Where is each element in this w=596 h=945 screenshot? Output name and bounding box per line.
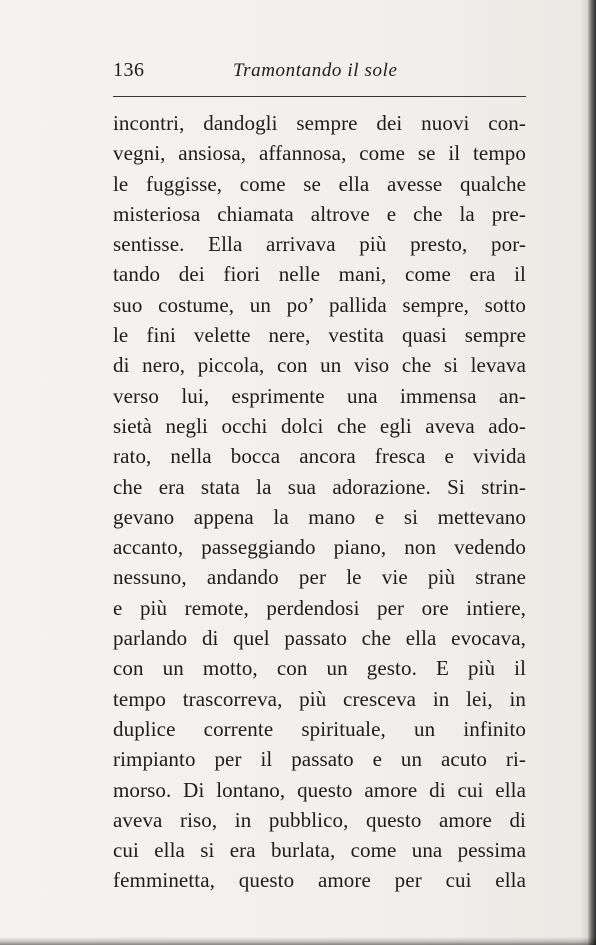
page-number: 136 — [113, 59, 145, 81]
text-line: misteriosa chiamata altrove e che la pre- — [113, 201, 526, 226]
text-line: femminetta, questo amore per cui ella — [113, 868, 526, 893]
page-bottom-shadow — [0, 937, 596, 945]
running-title: Tramontando il sole — [233, 60, 398, 81]
text-line: nessuno, andando per le vie più strane — [113, 565, 526, 590]
text-line: che era stata la sua adorazione. Si strin- — [113, 474, 526, 499]
text-line: duplice corrente spirituale, un infinito — [113, 716, 526, 741]
text-line: vegni, ansiosa, affannosa, come se il tempo — [113, 141, 526, 166]
text-line: verso lui, esprimente una immensa an- — [113, 383, 526, 408]
text-line: rato, nella bocca ancora fresca e vivida — [113, 444, 526, 469]
text-line: sentisse. Ella arrivava più presto, por- — [113, 232, 526, 257]
page-header — [113, 55, 526, 85]
header-rule — [113, 96, 526, 97]
text-line: e più remote, perdendosi per ore intiere, — [113, 595, 526, 620]
body-text — [113, 108, 526, 896]
text-line: tempo trascorreva, più cresceva in lei, in — [113, 686, 526, 711]
text-line: sietà negli occhi dolci che egli aveva ado- — [113, 413, 526, 438]
text-line: le fuggisse, come se ella avesse qualche — [113, 171, 526, 196]
text-line: suo costume, un po’ pallida sempre, sotto — [113, 292, 526, 317]
text-line: accanto, passeggiando piano, non vedendo — [113, 535, 526, 560]
text-line: aveva riso, in pubblico, questo amore di — [113, 807, 526, 832]
text-line: le fini velette nere, vestita quasi sempre — [113, 323, 526, 348]
text-line: con un motto, con un gesto. E più il — [113, 656, 526, 681]
text-line: gevano appena la mano e si mettevano — [113, 504, 526, 529]
text-line: cui ella si era burlata, come una pessima — [113, 838, 526, 863]
text-line: incontri, dandogli sempre dei nuovi con- — [113, 111, 526, 135]
page-binding-shadow — [580, 0, 596, 945]
text-line: rimpianto per il passato e un acuto ri- — [113, 747, 526, 772]
text-line: tando dei fiori nelle mani, come era il — [113, 262, 526, 287]
text-line: morso. Di lontano, questo amore di cui ella — [113, 777, 526, 802]
text-line: di nero, piccola, con un viso che si levava — [113, 353, 526, 378]
text-line: parlando di quel passato che ella evocava, — [113, 626, 526, 651]
